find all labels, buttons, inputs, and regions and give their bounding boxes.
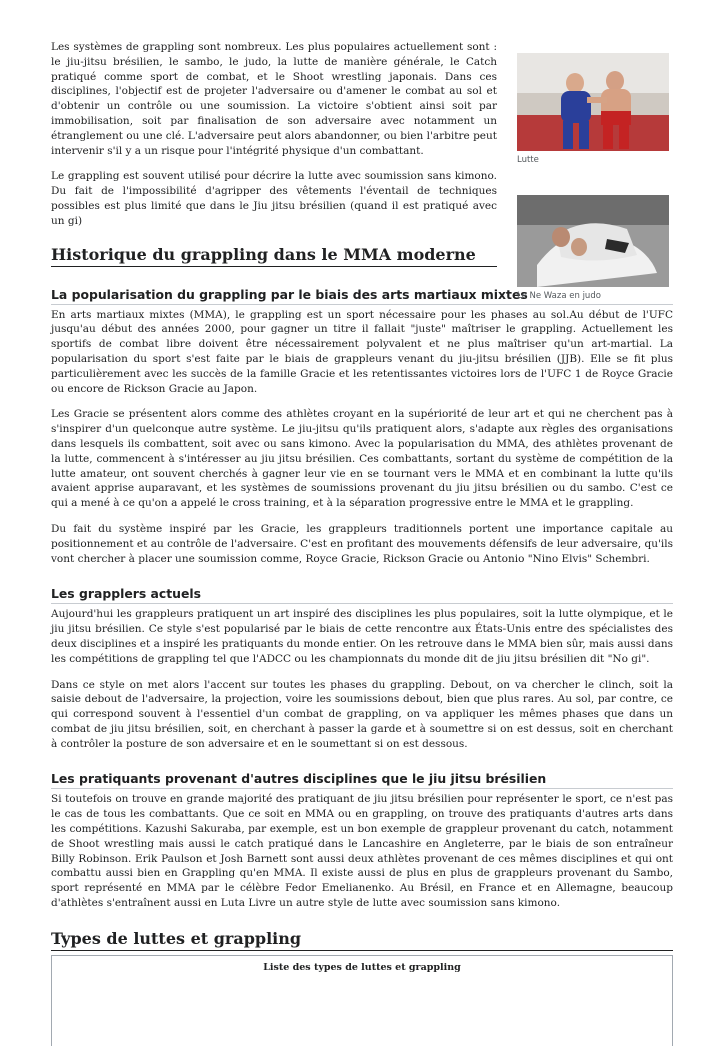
popularisation-paragraph-3: Du fait du système inspiré par les Gracie, les grappleurs traditionnels portent une importance capitale au positionnement et au contrôle de l'adversaire. C'est en profitant des mouvements défensifs de leur adversaire, qu'ils vont chercher à placer une soumission comme, Royce Gracie, Rickson Gracie ou Antonio "Nino Elvis" Schembri. (51, 522, 673, 565)
figure-lutte[interactable] (517, 53, 669, 165)
subsection-heading-grapplers: Les grapplers actuels (51, 586, 673, 604)
wrestling-photo[interactable] (517, 53, 669, 151)
intro-paragraph-2: Le grappling est souvent utilisé pour décrire la lutte avec soumission sans kimono. Du fait de l'impossibilité d'agripper des vêtements l'éventail de techniques possibles est plus limité que dans le Jiu jitsu brésilien (quand il est pratiqué avec un gi) (51, 170, 497, 227)
intro-paragraph-1: Les systèmes de grappling sont nombreux. Les plus populaires actuellement sont : le jiu-jitsu brésilien, le sambo, le judo, la lutte de manière générale, le Catch pratiqué comme sport de combat, et le Shoot wrestling japonais. Dans ces disciplines, l'objectif est de projeter l'adversaire ou d'amener le combat au sol et d'obtenir un contrôle ou une soumission. La victoire s'obtient ainsi soit par immobilisation, soit par finalisation de son adversaire avec notamment un étranglement ou une clé. L'adversaire peut alors abandonner, ou bien l'arbitre peut intervenir s'il y a un risque pour l'intégrité physique d'un combattant. (51, 41, 497, 157)
table-caption: Liste des types de luttes et grappling (263, 962, 461, 973)
subsection-heading-popularisation: La popularisation du grappling par le biais des arts martiaux mixtes (51, 287, 673, 305)
section-heading-historique: Historique du grappling dans le MMA moderne (51, 245, 497, 267)
pratiquants-paragraph-1: Si toutefois on trouve en grande majorité des pratiquant de jiu jitsu brésilien pour représenter le sport, ce n'est pas le cas de tous les combattants. Que ce soit en MMA ou en grappling, on trouve des pratiquants d'autres arts dans les compétitions. Kazushi Sakuraba, par exemple, est un bon exemple de grappleur provenant du catch, notamment de Shoot wrestling mais aussi le catch pratiqué dans le Lancashire en Angleterre, par le biais de son entraîneur Billy Robinson. Erik Paulson et Josh Barnett sont aussi deux athlètes provenant de ces mêmes disciplines et qui ont combattu aussi bien en Grappling qu'en MMA. Il existe aussi de plus en plus de grappleurs provenant du Sambo, sport représenté en MMA par le célèbre Fedor Emelianenko. Au Brésil, en France et en Allemagne, beaucoup d'athlètes s'entraînent aussi en Luta Livre un autre style de lutte avec soumission sans kimono. (51, 793, 673, 910)
subsection-heading-pratiquants: Les pratiquants provenant d'autres disciplines que le jiu jitsu brésilien (51, 771, 673, 789)
grapplers-paragraph-1: Aujourd'hui les grappleurs pratiquent un art inspiré des disciplines les plus populaires, soit la lutte olympique, et le jiu jitsu brésilien. Ce style s'est popularisé par le biais de cette rencontre aux États-Unis entre des spécialistes des deux disciplines et a inspiré les pratiquants du monde entier. On les retrouve dans le MMA bien sûr, mais aussi dans les compétitions de grappling tel que l'ADCC ou les championnats du monde dit de jiu jitsu brésilien dit "No gi". (51, 608, 673, 665)
types-table (51, 955, 673, 1046)
article-page (51, 40, 673, 973)
figure-caption: Le Ne Waza en judo (517, 291, 601, 301)
popularisation-paragraph-2: Les Gracie se présentent alors comme des athlètes croyant en la supériorité de leur art et qui ne cherchent pas à s'inspirer d'un quelconque autre système. Le jiu-jitsu qu'ils pratiquent alors, s'adapte aux règles des organisations dans lesquels ils combattent, soit avec ou sans kimono. Avec la popularisation du MMA, des athlètes provenant de la lutte, commencent à s'intéresser au jiu jitsu brésilien. Ces combattants, sortant du système de compétition de la lutte amateur, ont souvent cherchés à gagner leur vie en se tournant vers le MMA et en combinant la lutte qu'ils avaient apprise auparavant, et les systèmes de soumissions provenant du jiu jitsu brésilien ou du sambo. C'est ce qui a mené à ce qu'on a appelé le cross training, et à la séparation progressive entre le MMA et le grappling. (51, 408, 673, 510)
grapplers-paragraph-2: Dans ce style on met alors l'accent sur toutes les phases du grappling. Debout, on va chercher le clinch, soit la saisie debout de l'adversaire, la projection, voire les soumissions debout, bien que plus rares. Au sol, par contre, ce qui correspond souvent à l'essentiel d'un combat de grappling, on va appliquer les mêmes phases que dans un combat de jiu jitsu brésilien, soit, en cherchant à passer la garde et à soumettre si on est dessus, soit en cherchant à contrôler la posture de son adversaire et en le soumettant si on est dessous. (51, 678, 673, 750)
section-heading-types: Types de luttes et grappling (51, 929, 673, 951)
popularisation-paragraph-1: En arts martiaux mixtes (MMA), le grappling est un sport nécessaire pour les phases au sol.Au début de l'UFC jusqu'au début des années 2000, pour gagner un titre il fallait "juste" maîtriser le grappling. Actuellement les sportifs de combat libre doivent être nécessairement polyvalent et ne plus maîtriser qu'un art-martial. La popularisation du sport s'est faite par le biais de grappleurs venant du jiu-jitsu brésilien (JJB). Elle se fit plus particulièrement avec les succès de la famille Gracie et les retentissantes victoires lors de l'UFC 1 de Royce Gracie ou encore de Rickson Gracie au Japon. (51, 308, 673, 395)
figure-caption: Lutte (517, 155, 539, 165)
figure-ne-waza[interactable] (517, 195, 669, 301)
judo-photo[interactable] (517, 195, 669, 287)
